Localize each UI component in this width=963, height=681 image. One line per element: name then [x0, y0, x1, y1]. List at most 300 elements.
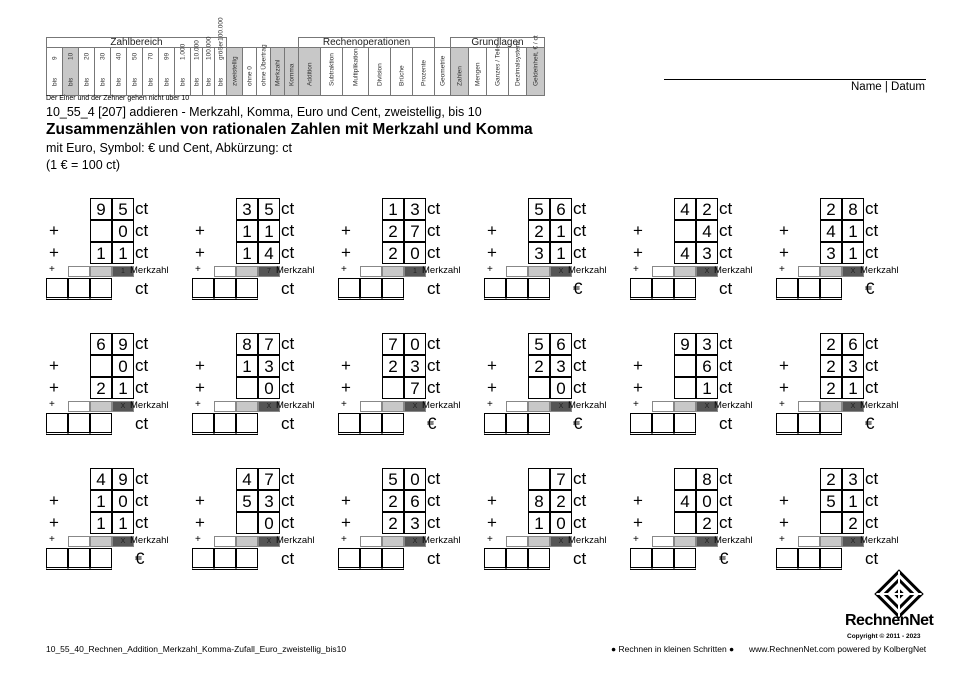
plus-sign: + [341, 378, 351, 397]
result-cell[interactable] [236, 548, 258, 570]
carry-cell[interactable] [820, 401, 842, 412]
digit-cell: 6 [550, 198, 572, 220]
carry-row [46, 265, 196, 278]
result-cell[interactable] [360, 278, 382, 300]
addition-problem [484, 198, 634, 298]
digit-cell: 9 [674, 333, 696, 355]
operand-row [630, 198, 780, 220]
plus-sign: + [779, 378, 789, 397]
merkzahl-label: Merkzahl [714, 535, 753, 546]
digit-cell: 7 [550, 468, 572, 490]
unit-label: ct [865, 221, 879, 240]
result-cell[interactable] [820, 413, 842, 435]
addition-problem [338, 333, 488, 433]
category-grundlagen: Grundlagen [451, 38, 545, 48]
unit-label: ct [719, 491, 733, 510]
result-cell[interactable] [528, 413, 550, 435]
plus-sign: + [49, 491, 59, 510]
result-cell[interactable] [484, 548, 506, 570]
result-cell[interactable] [630, 548, 652, 570]
plus-sign: + [341, 264, 347, 275]
plus-sign: + [633, 491, 643, 510]
result-cell[interactable] [192, 413, 214, 435]
result-unit: ct [281, 414, 295, 433]
result-cell[interactable] [90, 548, 112, 570]
digit-cell: 2 [382, 242, 404, 264]
page-title: Zusammenzählen von rationalen Zahlen mit Merkzahl und Komma [46, 121, 533, 138]
digit-cell: 8 [528, 490, 550, 512]
carry-cell[interactable] [798, 401, 820, 412]
digit-cell: 9 [112, 333, 134, 355]
carry-cell[interactable] [236, 536, 258, 547]
plus-sign: + [779, 513, 789, 532]
merkzahl-label: Merkzahl [422, 535, 461, 546]
unit-label: ct [865, 199, 879, 218]
operand-row [484, 198, 634, 220]
plus-sign: + [487, 399, 493, 410]
result-unit: ct [719, 279, 733, 298]
carry-cell[interactable] [90, 266, 112, 277]
result-cell[interactable] [46, 278, 68, 300]
result-cell[interactable] [776, 548, 798, 570]
result-cell[interactable] [484, 278, 506, 300]
header-column: Merkzahl [271, 48, 285, 96]
digit-cell: 3 [842, 355, 864, 377]
digit-cell: 4 [820, 220, 842, 242]
carry-cell[interactable] [528, 401, 550, 412]
addition-problem [192, 468, 342, 568]
result-cell[interactable] [506, 548, 528, 570]
digit-cell: 3 [404, 198, 426, 220]
carry-cell[interactable]: X [112, 401, 134, 412]
unit-label: ct [865, 491, 879, 510]
result-cell[interactable] [46, 413, 68, 435]
result-cell[interactable] [674, 413, 696, 435]
result-cell[interactable] [214, 548, 236, 570]
header-column: Multiplikation [343, 48, 369, 96]
result-unit: ct [573, 549, 587, 568]
carry-row [338, 400, 488, 413]
plus-sign: + [487, 378, 497, 397]
unit-label: ct [865, 469, 879, 488]
carry-cell[interactable] [528, 536, 550, 547]
carry-cell[interactable]: X [404, 401, 426, 412]
plus-sign: + [633, 356, 643, 375]
name-date-line [664, 79, 926, 80]
result-cell[interactable] [798, 548, 820, 570]
plus-sign: + [195, 356, 205, 375]
addition-problem [630, 468, 780, 568]
result-cell[interactable] [360, 548, 382, 570]
carry-cell[interactable]: X [550, 536, 572, 547]
unit-label: ct [719, 356, 733, 375]
addition-problem [630, 198, 780, 298]
operand-row [46, 198, 196, 220]
carry-cell[interactable] [360, 266, 382, 277]
result-cell[interactable] [214, 413, 236, 435]
operand-row [46, 355, 196, 377]
result-unit: € [573, 279, 583, 298]
carry-cell[interactable] [214, 266, 236, 277]
addition-problem [776, 333, 926, 433]
result-cell[interactable] [236, 278, 258, 300]
digit-cell: 2 [842, 512, 864, 534]
plus-sign: + [779, 534, 785, 545]
operand-row [484, 468, 634, 490]
result-cell[interactable] [360, 413, 382, 435]
result-unit: ct [719, 414, 733, 433]
carry-row [484, 265, 634, 278]
carry-cell[interactable] [506, 266, 528, 277]
result-cell[interactable] [338, 548, 360, 570]
carry-cell[interactable]: X [258, 401, 280, 412]
operand-row [46, 220, 196, 242]
plus-sign: + [195, 399, 201, 410]
carry-cell[interactable]: X [550, 266, 572, 277]
digit-cell [90, 220, 112, 242]
result-cell[interactable] [214, 278, 236, 300]
result-cell[interactable] [236, 413, 258, 435]
plus-sign: + [487, 243, 497, 262]
plus-sign: + [487, 491, 497, 510]
result-cell[interactable] [382, 278, 404, 300]
result-cell[interactable] [674, 548, 696, 570]
plus-sign: + [195, 264, 201, 275]
operand-row [776, 355, 926, 377]
carry-row [484, 400, 634, 413]
operand-row [192, 198, 342, 220]
operand-row [338, 198, 488, 220]
unit-label: ct [281, 356, 295, 375]
header-column: Brüche [391, 48, 413, 96]
carry-cell[interactable]: X [258, 536, 280, 547]
result-cell[interactable] [506, 413, 528, 435]
result-cell[interactable] [46, 548, 68, 570]
carry-cell[interactable]: X [550, 401, 572, 412]
carry-cell[interactable] [68, 536, 90, 547]
digit-cell: 2 [90, 377, 112, 399]
digit-cell [236, 377, 258, 399]
carry-cell[interactable] [214, 536, 236, 547]
carry-cell[interactable] [674, 266, 696, 277]
unit-label: ct [573, 491, 587, 510]
carry-cell[interactable]: X [842, 536, 864, 547]
digit-cell: 3 [236, 198, 258, 220]
result-cell[interactable] [192, 548, 214, 570]
carry-cell[interactable] [506, 536, 528, 547]
digit-cell: 4 [674, 198, 696, 220]
carry-cell[interactable] [674, 536, 696, 547]
digit-cell: 5 [258, 198, 280, 220]
carry-row [338, 535, 488, 548]
digit-cell: 2 [382, 355, 404, 377]
digit-cell: 2 [528, 220, 550, 242]
carry-row [630, 400, 780, 413]
result-unit: ct [281, 549, 295, 568]
plus-sign: + [633, 221, 643, 240]
unit-label: ct [865, 334, 879, 353]
digit-cell: 2 [382, 512, 404, 534]
result-cell[interactable] [798, 413, 820, 435]
digit-cell: 4 [258, 242, 280, 264]
digit-cell: 1 [696, 377, 718, 399]
carry-cell[interactable] [382, 266, 404, 277]
operand-row [776, 490, 926, 512]
carry-cell[interactable] [382, 536, 404, 547]
plus-sign: + [487, 221, 497, 240]
operand-row [776, 468, 926, 490]
header-column: Geldeinheit, € / ct [527, 48, 545, 96]
digit-cell: 0 [404, 242, 426, 264]
carry-cell[interactable] [68, 401, 90, 412]
result-cell[interactable] [90, 413, 112, 435]
carry-cell[interactable] [214, 401, 236, 412]
carry-cell[interactable] [360, 536, 382, 547]
unit-label: ct [719, 243, 733, 262]
carry-cell[interactable] [506, 401, 528, 412]
result-cell[interactable] [528, 278, 550, 300]
digit-cell: 1 [236, 355, 258, 377]
operand-row [484, 242, 634, 264]
addition-problem [630, 333, 780, 433]
plus-sign: + [49, 399, 55, 410]
header-column: ohne 0 [243, 48, 257, 96]
digit-cell: 5 [528, 333, 550, 355]
digit-cell: 9 [112, 468, 134, 490]
classification-table [46, 17, 545, 96]
carry-cell[interactable] [236, 266, 258, 277]
digit-cell: 9 [90, 198, 112, 220]
result-unit: ct [135, 279, 149, 298]
result-cell[interactable] [652, 413, 674, 435]
operand-row [484, 490, 634, 512]
operand-row [46, 242, 196, 264]
plus-sign: + [341, 491, 351, 510]
result-cell[interactable] [820, 548, 842, 570]
merkzahl-label: Merkzahl [860, 400, 899, 411]
plus-sign: + [195, 378, 205, 397]
operand-row [484, 512, 634, 534]
digit-cell: 4 [90, 468, 112, 490]
carry-cell[interactable] [820, 266, 842, 277]
digit-cell [674, 468, 696, 490]
header-column: zweistellig [227, 48, 243, 96]
operand-row [192, 377, 342, 399]
digit-cell: 3 [842, 468, 864, 490]
unit-label: ct [865, 378, 879, 397]
header-column: ohne Übertrag [257, 48, 271, 96]
header-column: Ganzes / Teile [487, 48, 509, 96]
digit-cell: 6 [550, 333, 572, 355]
carry-cell[interactable]: X [842, 401, 864, 412]
result-cell[interactable] [484, 413, 506, 435]
merkzahl-label: Merkzahl [422, 400, 461, 411]
carry-cell[interactable] [236, 401, 258, 412]
digit-cell: 2 [820, 198, 842, 220]
result-cell[interactable] [776, 278, 798, 300]
carry-cell[interactable]: X [842, 266, 864, 277]
digit-cell: 6 [90, 333, 112, 355]
digit-cell: 8 [696, 468, 718, 490]
digit-cell: 3 [258, 355, 280, 377]
result-unit: € [573, 414, 583, 433]
carry-cell[interactable] [798, 536, 820, 547]
carry-cell[interactable] [90, 401, 112, 412]
carry-row [338, 265, 488, 278]
digit-cell: 7 [404, 377, 426, 399]
unit-label: ct [135, 469, 149, 488]
unit-label: ct [135, 356, 149, 375]
logo-copyright: Copyright © 2011 - 2023 [847, 633, 921, 640]
carry-cell[interactable]: 1 [404, 266, 426, 277]
result-cell[interactable] [506, 278, 528, 300]
digit-cell: 5 [820, 490, 842, 512]
digit-cell: 0 [112, 220, 134, 242]
result-cell[interactable] [192, 278, 214, 300]
operand-row [338, 333, 488, 355]
unit-label: ct [573, 243, 587, 262]
result-cell[interactable] [652, 548, 674, 570]
result-row [192, 413, 342, 435]
header-column: Komma [285, 48, 299, 96]
operand-row [776, 220, 926, 242]
unit-label: ct [135, 334, 149, 353]
plus-sign: + [633, 378, 643, 397]
carry-cell[interactable] [652, 266, 674, 277]
unit-label: ct [719, 378, 733, 397]
result-cell[interactable] [338, 413, 360, 435]
digit-cell: 1 [236, 242, 258, 264]
merkzahl-label: Merkzahl [130, 265, 169, 276]
carry-cell[interactable] [382, 401, 404, 412]
digit-cell: 1 [90, 242, 112, 264]
operand-row [192, 468, 342, 490]
result-row [46, 278, 196, 300]
result-row [338, 278, 488, 300]
result-cell[interactable] [382, 413, 404, 435]
digit-cell: 3 [258, 490, 280, 512]
carry-row [630, 265, 780, 278]
unit-label: ct [427, 491, 441, 510]
logo-name: RechnenNet [845, 612, 934, 629]
carry-cell[interactable]: X [404, 536, 426, 547]
footer-filename: 10_55_40_Rechnen_Addition_Merkzahl_Komma-Zufall_Euro_zweistellig_bis10 [46, 644, 347, 654]
operand-row [46, 333, 196, 355]
plus-sign: + [633, 399, 639, 410]
result-cell[interactable] [90, 278, 112, 300]
plus-sign: + [49, 264, 55, 275]
digit-cell [528, 377, 550, 399]
result-row [630, 548, 780, 570]
unit-label: ct [281, 513, 295, 532]
header-column: Geometrie [435, 48, 451, 96]
result-cell[interactable] [630, 413, 652, 435]
plus-sign: + [341, 243, 351, 262]
digit-cell: 4 [674, 490, 696, 512]
plus-sign: + [487, 534, 493, 545]
plus-sign: + [487, 513, 497, 532]
plus-sign: + [341, 534, 347, 545]
addition-problem [338, 468, 488, 568]
digit-cell: 1 [90, 512, 112, 534]
carry-cell[interactable] [90, 536, 112, 547]
digit-cell: 3 [404, 512, 426, 534]
digit-cell: 5 [236, 490, 258, 512]
digit-cell [674, 512, 696, 534]
carry-cell[interactable]: 1 [112, 266, 134, 277]
operand-row [630, 377, 780, 399]
header-column: Zahlen [451, 48, 469, 96]
carry-cell[interactable]: 7 [258, 266, 280, 277]
carry-row [192, 535, 342, 548]
carry-cell[interactable]: X [696, 401, 718, 412]
carry-cell[interactable]: X [696, 536, 718, 547]
result-unit: € [135, 549, 145, 568]
conversion-note: (1 € = 100 ct) [46, 158, 120, 172]
header-column: 9 bis [47, 48, 63, 96]
digit-cell: 3 [528, 242, 550, 264]
digit-cell: 1 [550, 220, 572, 242]
carry-cell[interactable]: X [112, 536, 134, 547]
merkzahl-label: Merkzahl [276, 535, 315, 546]
result-cell[interactable] [630, 278, 652, 300]
result-cell[interactable] [338, 278, 360, 300]
carry-cell[interactable] [528, 266, 550, 277]
operand-row [484, 355, 634, 377]
digit-cell: 3 [550, 355, 572, 377]
plus-sign: + [341, 513, 351, 532]
result-cell[interactable] [652, 278, 674, 300]
carry-cell[interactable] [652, 536, 674, 547]
digit-cell: 2 [820, 377, 842, 399]
result-cell[interactable] [68, 413, 90, 435]
carry-cell[interactable] [820, 536, 842, 547]
result-cell[interactable] [68, 278, 90, 300]
operand-row [46, 512, 196, 534]
digit-cell: 6 [404, 490, 426, 512]
digit-cell: 5 [528, 198, 550, 220]
result-cell[interactable] [776, 413, 798, 435]
carry-cell[interactable] [798, 266, 820, 277]
result-unit: € [719, 549, 729, 568]
digit-cell [382, 377, 404, 399]
carry-cell[interactable]: X [696, 266, 718, 277]
operand-row [46, 490, 196, 512]
plus-sign: + [779, 399, 785, 410]
result-cell[interactable] [528, 548, 550, 570]
result-cell[interactable] [68, 548, 90, 570]
merkzahl-label: Merkzahl [714, 400, 753, 411]
unit-label: ct [865, 513, 879, 532]
operand-row [630, 220, 780, 242]
result-cell[interactable] [674, 278, 696, 300]
unit-label: ct [135, 491, 149, 510]
carry-cell[interactable] [674, 401, 696, 412]
result-cell[interactable] [820, 278, 842, 300]
result-cell[interactable] [798, 278, 820, 300]
result-cell[interactable] [382, 548, 404, 570]
carry-cell[interactable] [652, 401, 674, 412]
digit-cell: 0 [404, 468, 426, 490]
digit-cell [90, 355, 112, 377]
carry-cell[interactable] [68, 266, 90, 277]
merkzahl-label: Merkzahl [130, 400, 169, 411]
digit-cell: 3 [820, 242, 842, 264]
carry-row [484, 535, 634, 548]
plus-sign: + [49, 221, 59, 240]
digit-cell: 3 [696, 242, 718, 264]
carry-cell[interactable] [360, 401, 382, 412]
